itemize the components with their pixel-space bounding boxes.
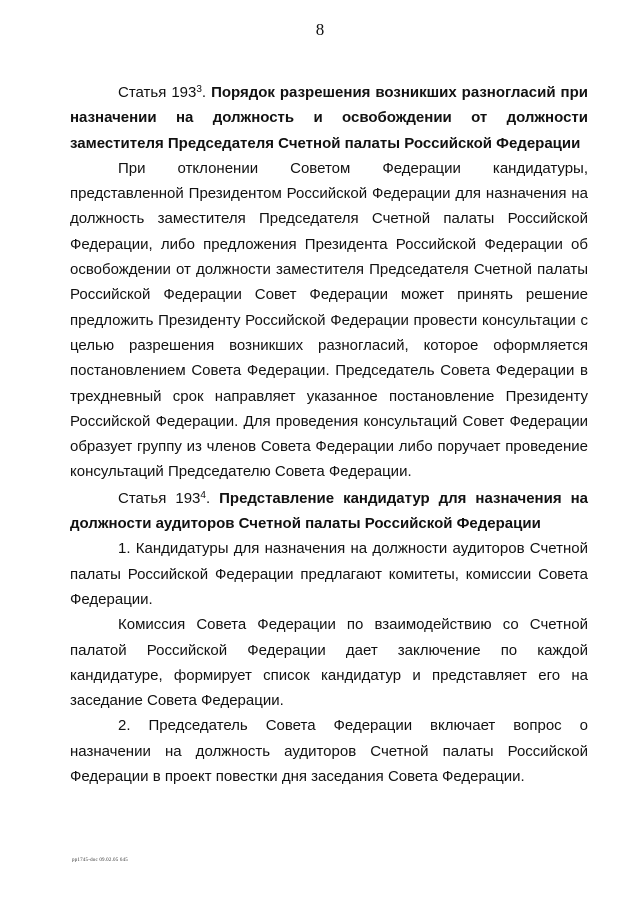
article-193-3-superscript: 3 — [196, 84, 202, 95]
article-193-3-title: Порядок разрешения возникших разногласий при назначении на должность и освобождении от должности заместителя Председателя Счетной палаты Российской Федерации — [70, 84, 588, 152]
article-193-3-paragraph-1: При отклонении Советом Федерации кандидатуры, представленной Президентом Российской Федерации для назначения на должность заместителя Председателя Счетной палаты Российской Федерации, либо предложения Президента Российской Федерации об освобождении от должности заместителя Председателя Счетной палаты Российской Федерации Совет Федерации может принять решение предложить Президенту Российской Федерации провести консультации с целью разрешения возникших разногласий, которое оформляется постановлением Совета Федерации. Председатель Совета Федерации в трехдневный срок направляет указанное постановление Президенту Российской Федерации. Для проведения консультаций Совет Федерации образует группу из членов Совета Федерации либо поручает проведение консультаций Председателю Совета Федерации. — [70, 159, 588, 481]
article-193-4-paragraph-1: 1. Кандидатуры для назначения на должности аудиторов Счетной палаты Российской Федерации предлагают комитеты, комиссии Совета Федерации. — [70, 540, 588, 608]
article-193-4-prefix: Статья 193 — [118, 489, 201, 507]
article-193-3-heading — [70, 80, 588, 156]
article-193-4-paragraph-3: 2. Председатель Совета Федерации включает вопрос о назначении на должность аудиторов Счетной палаты Российской Федерации в проект повестки дня заседания Совета Федерации. — [70, 717, 588, 786]
article-193-4-superscript: 4 — [200, 489, 206, 501]
article-193-3-suffix: . — [201, 84, 212, 101]
footer-file-reference: pp1745-doc 09.02.05 645 — [72, 858, 128, 863]
article-193-3-prefix: Статья 193 — [118, 84, 197, 101]
article-193-4-heading — [70, 486, 588, 537]
article-193-4-title: Представление кандидатур для назначения на должности аудиторов Счетной палаты Российской Федерации — [70, 489, 588, 533]
article-193-4-suffix: . — [205, 489, 220, 507]
article-193-4-paragraph-2: Комиссия Совета Федерации по взаимодействию со Счетной палатой Российской Федерации дает заключение по каждой кандидатуре, формирует список кандидатур и представляет его на заседание Совета Федерации. — [70, 616, 588, 710]
document-body — [70, 80, 588, 789]
page-number: 8 — [315, 20, 325, 39]
